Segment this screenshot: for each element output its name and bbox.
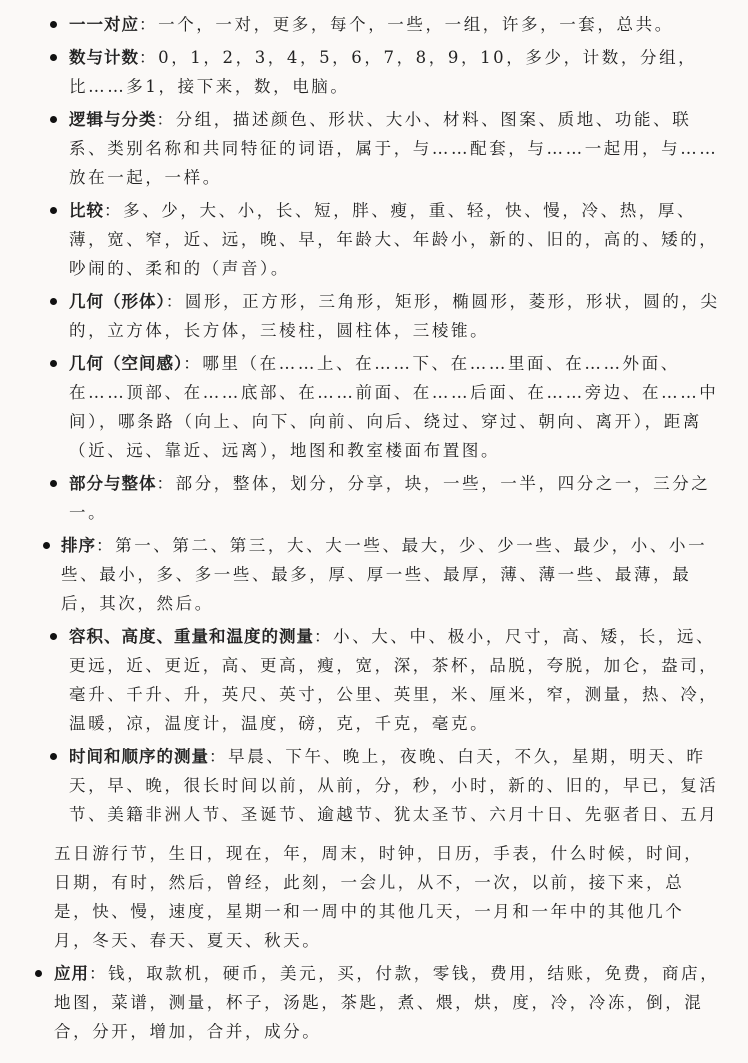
bullet-icon [50, 360, 57, 367]
item-text: ：第一、第二、第三，大、大一些、最大，少、少一些、最少，小、小一些、最小，多、多一些、最多，厚、厚一些、最厚，薄、薄一些、最薄，最后，其次，然后。 [61, 536, 708, 613]
item-text: ：小、大、中、极小，尺寸，高、矮，长，远、更远，近、更近，高、更高，瘦，宽，深，茶杯，品脱，夸脱，加仑，盎司，毫升、千升、升，英尺、英寸，公里、英里，米、厘米，窄，测量，热、冷，温暖，凉，温度计，温度，磅，克，千克，毫克。 [69, 627, 719, 733]
bullet-icon [50, 207, 57, 214]
list-item-ordering [61, 531, 720, 622]
item-heading: 一一对应 [69, 15, 139, 34]
item-heading: 比较 [69, 201, 104, 220]
bullet-icon [35, 970, 42, 977]
item-heading: 排序 [61, 536, 96, 555]
bullet-icon [50, 21, 57, 28]
item-text: ：早晨、下午、晚上，夜晚、白天，不久，星期，明天、昨天，早、晚，很长时间以前，从前，分，秒，小时，新的、旧的，早已，复活节、美籍非洲人节、圣诞节、逾越节、犹太圣节、六月十日、先驱者日、五月 [69, 747, 719, 824]
list-item-logic-classification [69, 105, 720, 196]
item-heading: 逻辑与分类 [69, 110, 157, 129]
item-heading: 时间和顺序的测量 [69, 747, 209, 766]
list-item-measurement [69, 622, 720, 742]
list-item-application [54, 959, 720, 1050]
item-heading: 几何（空间感） [69, 354, 184, 373]
time-sequence-continuation: 五日游行节，生日，现在，年，周末，时钟，日历，手表，什么时候，时间，日期，有时，然后，曾经，此刻，一会儿，从不，一次，以前，接下来，总是，快、慢，速度，星期一和一周中的其他几天，一月和一年中的其他几个月，冬天、春天、夏天、秋天。 [54, 844, 704, 950]
bullet-icon [50, 753, 57, 760]
bullet-icon [50, 116, 57, 123]
item-heading: 容积、高度、重量和温度的测量 [69, 627, 314, 646]
item-heading: 部分与整体 [69, 474, 157, 493]
list-item-geometry-space [69, 349, 720, 469]
item-heading: 数与计数 [69, 48, 139, 67]
item-text: ：哪里（在……上、在……下、在……里面、在……外面、在……顶部、在……底部、在……前面、在……后面、在……旁边、在……中间），哪条路（向上、向下、向前、向后、绕过、穿过、朝向、离开），距离（近、远、靠近、远离），地图和教室楼面布置图。 [69, 354, 719, 460]
bullet-icon [50, 480, 57, 487]
list-item-numbers-counting [69, 43, 720, 105]
bullet-icon [50, 298, 57, 305]
list-item-part-whole [69, 469, 720, 531]
item-text: ：多、少，大、小，长、短，胖、瘦，重、轻，快、慢，冷、热，厚、薄，宽、窄，近、远，晚、早，年龄大、年龄小，新的、旧的，高的、矮的，吵闹的、柔和的（声音）。 [69, 201, 719, 278]
item-text: ：钱，取款机，硬币，美元，买，付款，零钱，费用，结账，免费，商店，地图，菜谱，测量，杯子，汤匙，茶匙，煮、煨，烘，度，冷，冷冻，倒，混合，分开，增加，合并，成分。 [54, 964, 720, 1041]
item-text: ：圆形，正方形，三角形，矩形，椭圆形，菱形，形状，圆的，尖的，立方体，长方体，三棱柱，圆柱体，三棱锥。 [69, 292, 720, 340]
item-text: ：0，1，2，3，4，5，6，7，8，9，10，多少，计数，分组，比……多1，接下来，数，电脑。 [69, 48, 698, 96]
list-item-time-sequence [69, 742, 720, 833]
list-item-geometry-shapes [69, 287, 720, 349]
bullet-icon [43, 542, 50, 549]
list-item-comparison [69, 196, 720, 287]
item-heading: 应用 [54, 964, 89, 983]
bullet-icon [50, 633, 57, 640]
item-text: ：部分，整体，划分，分享，块，一些，一半，四分之一，三分之一。 [69, 474, 711, 522]
list-item-one-to-one [69, 10, 720, 43]
item-heading: 几何（形体） [69, 292, 166, 311]
item-text: ：分组，描述颜色、形状、大小、材料、图案、质地、功能、联系、类别名称和共同特征的词语，属于，与……配套，与……一起用，与……放在一起，一样。 [69, 110, 719, 187]
bullet-icon [50, 54, 57, 61]
item-text: ：一个，一对，更多，每个，一些，一组，许多，一套，总共。 [139, 15, 674, 34]
